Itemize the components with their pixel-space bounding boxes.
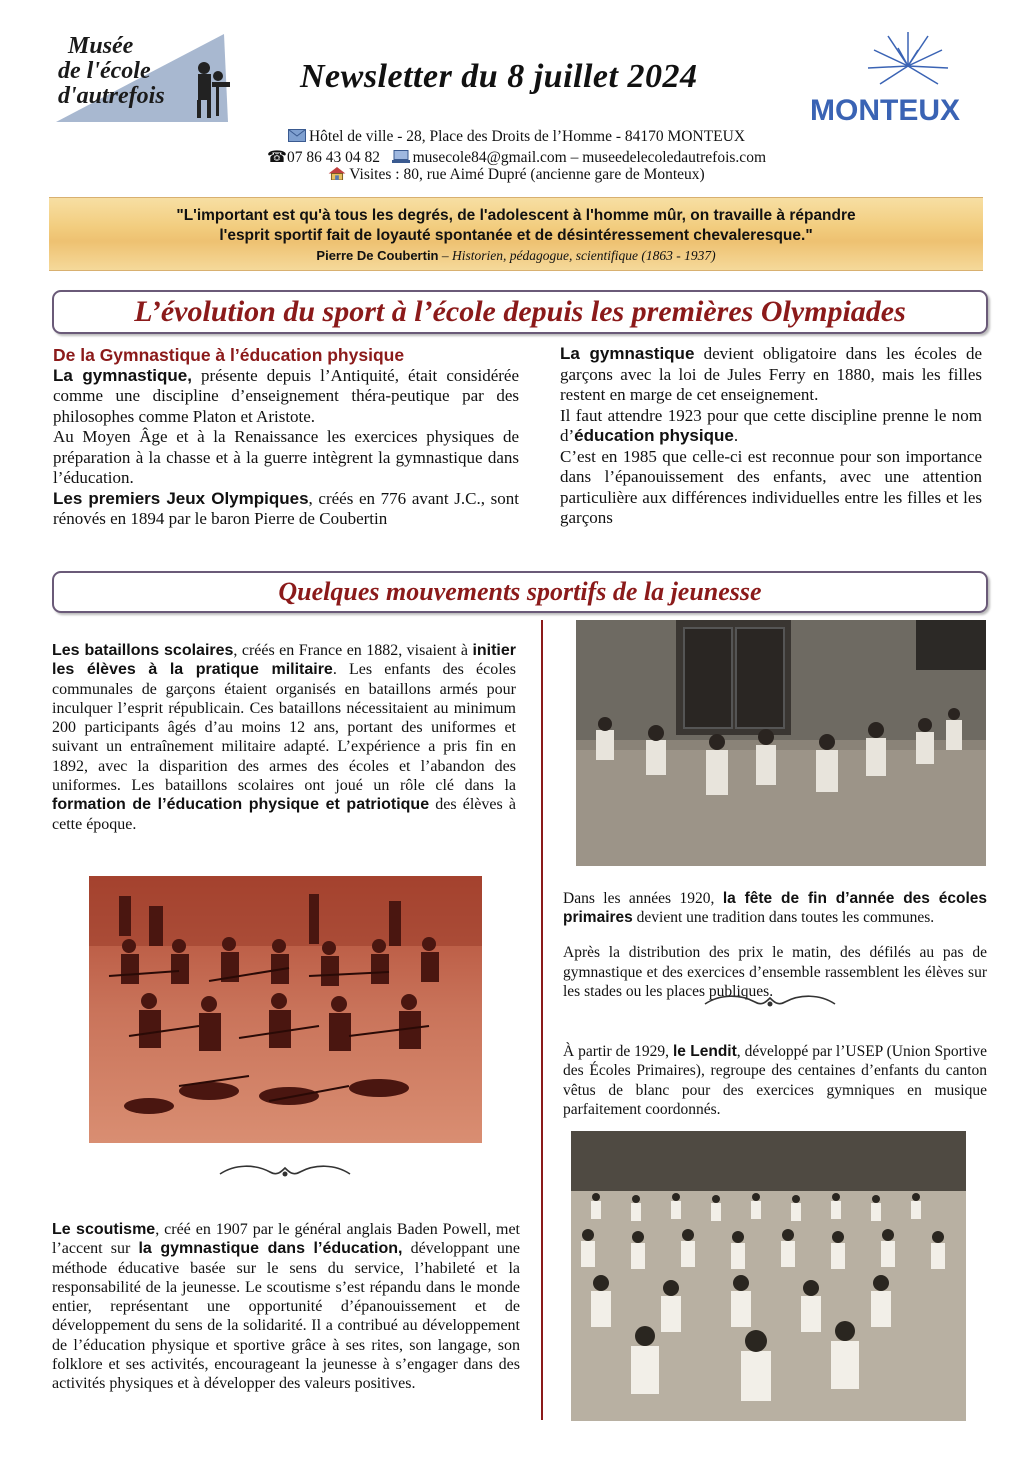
s1-left-p2: Au Moyen Âge et à la Renaissance les exercices physiques de préparation à la chasse et à la guerre intègrent la gymnastique dans l’éducation. bbox=[53, 427, 519, 487]
fete-text-3: Après la distribution des prix le matin, des défilés au pas de gymnastique et des exercices d’ensemble rassemblent les élèves sur les stades ou les places publiques. bbox=[563, 944, 987, 1000]
s1-right-p2-end: . bbox=[733, 426, 739, 445]
scoutisme-text bbox=[52, 1204, 520, 1410]
fete-text-1: Dans les années 1920, bbox=[563, 889, 723, 907]
s1-left-p3-text: , créés en 776 avant J.C., sont rénovés en 1894 par le baron Pierre de Coubertin bbox=[53, 488, 519, 528]
address-line bbox=[0, 128, 1033, 146]
s1-left-p1 bbox=[53, 366, 519, 428]
quote-line-1: "L'important est qu'à tous les degrés, de l'adolescent à l'homme mûr, on travaille à répandre bbox=[176, 207, 856, 224]
s1-right-p2-text: Il faut attendre 1923 pour que cette discipline prenne le nom d’ bbox=[560, 405, 982, 445]
lendit-photo bbox=[571, 1131, 966, 1421]
computer-icon bbox=[392, 150, 410, 163]
newsletter-title: Newsletter du 8 juillet 2024 bbox=[300, 58, 698, 95]
quote-text bbox=[49, 206, 983, 246]
section1-left-column bbox=[53, 345, 519, 530]
quote-dash: – bbox=[438, 248, 452, 263]
scoutisme-bold-1: Le scoutisme bbox=[52, 1221, 156, 1238]
firework-icon bbox=[808, 28, 988, 98]
section1-subtitle: De la Gymnastique à l’éducation physique bbox=[53, 345, 405, 365]
museum-logo-text bbox=[58, 34, 165, 109]
phone-text: 07 86 43 04 82 bbox=[286, 149, 380, 166]
bataillons-text-2: . Les enfants des écoles communales de garçons étaient organisés en bataillons armés pour inculquer l’esprit républicain. Ces bataillons nécessitaient au minimum 200 participants âgés d’au moins 12 ans, portant des uniformes et suivant un entraînement militaire adapté. L’expérience a pris fin en 1892, avec la disparition des armes des écoles et l’abandon des uniformes. Les bataillons scolaires ont joué un rôle clé dans la bbox=[52, 661, 516, 795]
bataillons-text bbox=[52, 625, 516, 850]
visits-line bbox=[0, 166, 1033, 184]
phone-email-line bbox=[0, 147, 1033, 167]
lendit-bold-1: le Lendit bbox=[672, 1042, 737, 1060]
ornament-divider-left bbox=[215, 1162, 355, 1182]
bataillons-bold-1: Les bataillons scolaires bbox=[52, 642, 234, 659]
scoutisme-text-1: , créé en 1907 par le général anglais Baden Powell, met l’accent sur bbox=[52, 1221, 520, 1258]
section1-banner: L’évolution du sport à l’école depuis les premières Olympiades bbox=[52, 290, 988, 334]
bataillons-text-1: , créés en France en 1882, visaient à bbox=[233, 642, 473, 659]
quote-author-desc: Historien, pédagogue, scientifique (1863 - 1937) bbox=[452, 248, 716, 263]
lendit-photo-graphic bbox=[571, 1131, 966, 1421]
fete-text-2: devient une tradition dans toutes les communes. bbox=[632, 909, 935, 926]
s1-right-p1 bbox=[560, 344, 982, 406]
column-divider bbox=[541, 620, 543, 1420]
scoutisme-text-2: développant une méthode éducative basée sur le sens du service, l’habileté et la responsabilité de la jeunesse. Le scoutisme s’est répandu dans le monde entier, représentant une opportunité d’épanouissement et de développement du sens de la solidarité. Il a contribué au développement de l’éducation physique et sportive grâce à ses rites, son langage, son folklore et ses activités, encourageant la jeunesse à s’engager dans des activités physiques et à développer des valeurs positives. bbox=[52, 1240, 521, 1393]
s1-right-p3: C’est en 1985 que celle-ci est reconnue pour son importance dans l’épanouissement des enfants, avec une attention particulière aux différences individuelles entre les filles et les garçons bbox=[560, 446, 982, 527]
flourish-icon bbox=[700, 992, 840, 1012]
quote-banner bbox=[49, 197, 983, 271]
envelope-icon bbox=[288, 129, 306, 142]
flourish-icon bbox=[215, 1162, 355, 1182]
museum-logo bbox=[52, 30, 232, 130]
logo-line-1: Musée bbox=[68, 33, 134, 59]
address-text: Hôtel de ville - 28, Place des Droits de l’Homme - 84170 MONTEUX bbox=[308, 128, 746, 145]
fete-photo bbox=[576, 620, 986, 866]
s1-left-p1-text: présente depuis l’Antiquité, était considérée comme une discipline d’enseignement théra-peutique par des philosophes comme Platon et Aristote. bbox=[53, 365, 520, 426]
fete-bold-1: la fête de fin d’année des écoles primaires bbox=[563, 889, 988, 926]
s1-right-p2-bold: éducation physique bbox=[574, 426, 734, 445]
s1-right-p1-bold: La gymnastique bbox=[560, 344, 695, 363]
logo-line-2: de l'école bbox=[58, 58, 151, 84]
bataillons-text-3: des élèves à cette époque. bbox=[52, 796, 517, 833]
email-text: musecole84@gmail.com – museedelecoledautrefois.com bbox=[412, 149, 766, 166]
ornament-divider-right bbox=[700, 992, 840, 1012]
monteux-logo bbox=[808, 28, 988, 128]
bataillons-bold-3: formation de l’éducation physique et patriotique bbox=[52, 796, 430, 814]
section2-banner: Quelques mouvements sportifs de la jeunesse bbox=[52, 571, 988, 613]
s1-left-p1-bold: La gymnastique, bbox=[53, 365, 192, 385]
phone-icon: ☎ bbox=[267, 149, 287, 166]
s1-left-p3-bold: Les premiers Jeux Olympiques bbox=[53, 488, 309, 508]
lendit-text-1: À partir de 1929, bbox=[563, 1042, 673, 1060]
visits-text: Visites : 80, rue Aimé Dupré (ancienne gare de Monteux) bbox=[349, 166, 705, 183]
bataillons-photo-graphic bbox=[89, 876, 482, 1143]
quote-author: Pierre De Coubertin bbox=[316, 248, 439, 263]
scoutisme-bold-2: la gymnastique dans l’éducation, bbox=[138, 1240, 403, 1258]
section1-right-column bbox=[560, 344, 982, 529]
fete-photo-graphic bbox=[576, 620, 986, 866]
lendit-text bbox=[563, 1026, 987, 1135]
logo-line-3: d'autrefois bbox=[58, 83, 165, 109]
s1-right-p1-text: devient obligatoire dans les écoles de garçons avec la loi de Jules Ferry en 1880, mais les filles restent en marge de cet enseignement. bbox=[560, 344, 983, 404]
monteux-wordmark: MONTEUX bbox=[810, 94, 960, 127]
bataillons-bold-2: initier les élèves à la pratique militaire bbox=[52, 642, 516, 679]
quote-line-2: l'esprit sportif fait de loyauté spontanée et de désintéressement chevaleresque." bbox=[219, 227, 813, 244]
house-icon bbox=[328, 167, 346, 180]
quote-author-line bbox=[49, 248, 983, 264]
s1-right-p2 bbox=[560, 406, 982, 447]
bataillons-photo bbox=[89, 876, 482, 1143]
s1-left-p3 bbox=[53, 489, 519, 530]
lendit-text-2: , développé par l’USEP (Union Sportive des Écoles Primaires), regroupe des centaines d’enfants du canton vêtus de blanc pour des exercices gymniques en musique parfaitement coordonnés. bbox=[563, 1042, 987, 1118]
